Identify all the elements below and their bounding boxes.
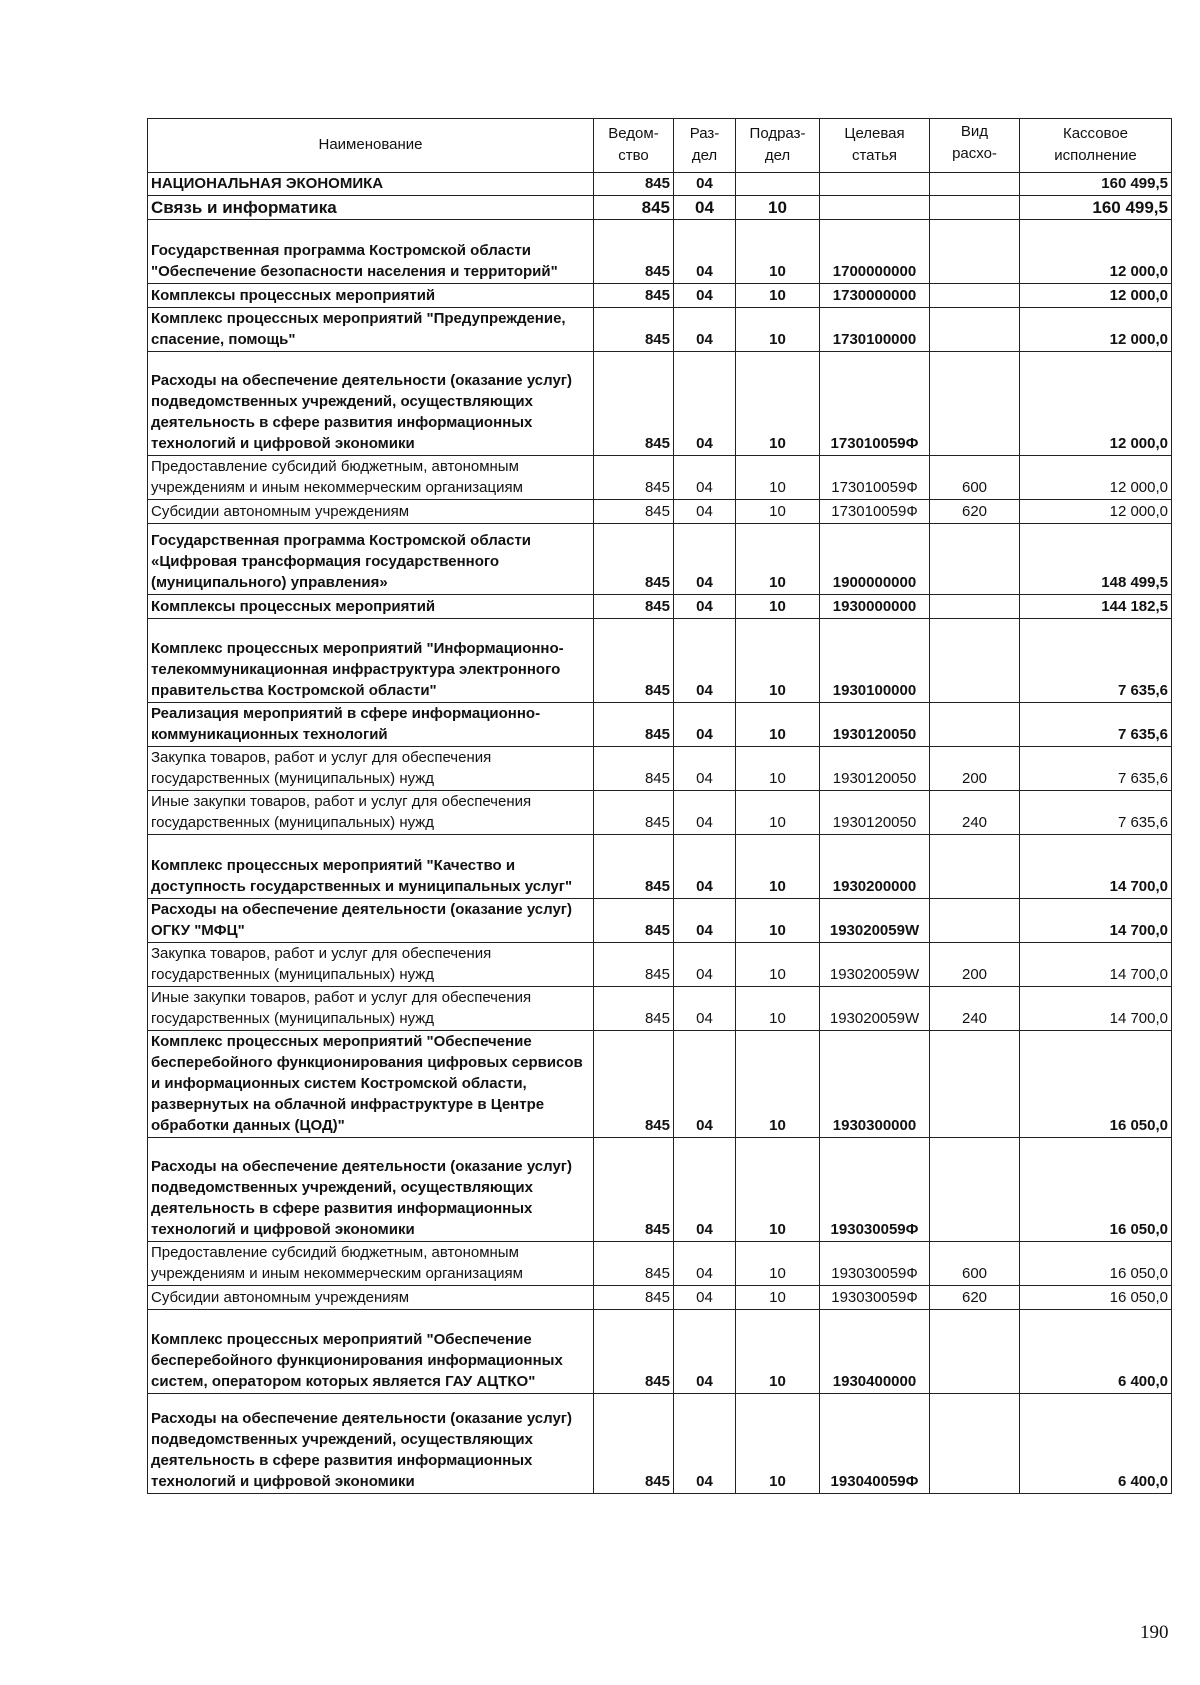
cell-tselevaya-statya [820,173,930,196]
table-row [148,1138,1172,1242]
cell-kassovoe-ispolnenie: 12 000,0 [1020,352,1172,456]
cell-podrazdel: 10 [736,500,820,524]
cell-podrazdel: 10 [736,619,820,703]
cell-name: Государственная программа Костромской области "Обеспечение безопасности населения и территорий" [148,220,594,284]
cell-tselevaya-statya: 1900000000 [820,524,930,595]
header-podrazdel: Подраз- дел [736,119,820,173]
cell-name: Реализация мероприятий в сфере информационно-коммуникационных технологий [148,703,594,747]
cell-name: Комплекс процессных мероприятий "Качество и доступность государственных и муниципальных услуг" [148,835,594,899]
cell-vid-raskhodov: 620 [930,1286,1020,1310]
cell-vid-raskhodov: 240 [930,987,1020,1031]
header-name: Наименование [148,119,594,173]
cell-razdel: 04 [674,1286,736,1310]
cell-name: Субсидии автономным учреждениям [148,1286,594,1310]
table-row [148,196,1172,220]
cell-tselevaya-statya: 1930120050 [820,791,930,835]
cell-kassovoe-ispolnenie: 7 635,6 [1020,791,1172,835]
cell-razdel: 04 [674,747,736,791]
cell-podrazdel: 10 [736,899,820,943]
cell-tselevaya-statya: 1930300000 [820,1031,930,1138]
cell-razdel: 04 [674,524,736,595]
cell-podrazdel: 10 [736,1031,820,1138]
cell-vid-raskhodov: 200 [930,943,1020,987]
table-row [148,1286,1172,1310]
cell-name: НАЦИОНАЛЬНАЯ ЭКОНОМИКА [148,173,594,196]
cell-kassovoe-ispolnenie: 6 400,0 [1020,1310,1172,1394]
cell-vid-raskhodov [930,1031,1020,1138]
table-row [148,1394,1172,1494]
cell-vedomstvo: 845 [594,308,674,352]
cell-vedomstvo: 845 [594,1286,674,1310]
table-row [148,835,1172,899]
cell-name: Предоставление субсидий бюджетным, автономным учреждениям и иным некоммерческим организациям [148,456,594,500]
table-row [148,524,1172,595]
cell-name: Связь и информатика [148,196,594,220]
cell-vid-raskhodov: 600 [930,1242,1020,1286]
cell-tselevaya-statya: 1730100000 [820,308,930,352]
cell-podrazdel: 10 [736,1286,820,1310]
cell-name: Комплексы процессных мероприятий [148,595,594,619]
cell-tselevaya-statya: 173010059Ф [820,456,930,500]
cell-name: Иные закупки товаров, работ и услуг для обеспечения государственных (муниципальных) нужд [148,987,594,1031]
table-row [148,703,1172,747]
budget-execution-table [147,118,1172,1494]
table-row [148,284,1172,308]
cell-razdel: 04 [674,1031,736,1138]
table-row [148,899,1172,943]
table-row [148,173,1172,196]
cell-razdel: 04 [674,791,736,835]
cell-vedomstvo: 845 [594,1242,674,1286]
table-body [148,173,1172,1494]
cell-razdel: 04 [674,987,736,1031]
table-row [148,1242,1172,1286]
cell-vedomstvo: 845 [594,899,674,943]
cell-tselevaya-statya: 1700000000 [820,220,930,284]
header-vedomstvo: Ведом- ство [594,119,674,173]
cell-kassovoe-ispolnenie: 12 000,0 [1020,220,1172,284]
cell-tselevaya-statya: 1930120050 [820,703,930,747]
cell-vid-raskhodov [930,1310,1020,1394]
cell-tselevaya-statya: 193020059W [820,943,930,987]
cell-kassovoe-ispolnenie: 12 000,0 [1020,500,1172,524]
cell-vid-raskhodov [930,352,1020,456]
cell-razdel: 04 [674,173,736,196]
cell-podrazdel: 10 [736,352,820,456]
cell-kassovoe-ispolnenie: 16 050,0 [1020,1242,1172,1286]
header-razdel: Раз- дел [674,119,736,173]
cell-name: Комплекс процессных мероприятий "Обеспечение бесперебойного функционирования информационных систем, оператором которых является ГАУ АЦТКО" [148,1310,594,1394]
cell-vid-raskhodov [930,196,1020,220]
cell-vedomstvo: 845 [594,1031,674,1138]
cell-name: Комплекс процессных мероприятий "Обеспечение бесперебойного функционирования цифровых сервисов и информационных систем Костромской области, развернутых на облачной инфраструктуре в Центре обработки данных (ЦОД)" [148,1031,594,1138]
cell-name: Комплексы процессных мероприятий [148,284,594,308]
cell-razdel: 04 [674,308,736,352]
cell-vedomstvo: 845 [594,1394,674,1494]
cell-name: Расходы на обеспечение деятельности (оказание услуг) подведомственных учреждений, осуществляющих деятельность в сфере развития информационных технологий и цифровой экономики [148,1394,594,1494]
cell-podrazdel: 10 [736,308,820,352]
cell-kassovoe-ispolnenie: 14 700,0 [1020,943,1172,987]
cell-vedomstvo: 845 [594,220,674,284]
cell-vedomstvo: 845 [594,352,674,456]
cell-kassovoe-ispolnenie: 160 499,5 [1020,173,1172,196]
cell-podrazdel: 10 [736,1310,820,1394]
cell-name: Расходы на обеспечение деятельности (оказание услуг) подведомственных учреждений, осуществляющих деятельность в сфере развития информационных технологий и цифровой экономики [148,352,594,456]
cell-tselevaya-statya: 193020059W [820,987,930,1031]
table-row [148,308,1172,352]
table-header-row [148,119,1172,173]
header-kassovoe-ispolnenie: Кассовое исполнение [1020,119,1172,173]
cell-razdel: 04 [674,835,736,899]
cell-vid-raskhodov [930,220,1020,284]
cell-kassovoe-ispolnenie: 12 000,0 [1020,456,1172,500]
cell-kassovoe-ispolnenie: 148 499,5 [1020,524,1172,595]
cell-vedomstvo: 845 [594,791,674,835]
cell-podrazdel: 10 [736,220,820,284]
cell-vedomstvo: 845 [594,1138,674,1242]
cell-kassovoe-ispolnenie: 16 050,0 [1020,1286,1172,1310]
cell-name: Предоставление субсидий бюджетным, автономным учреждениям и иным некоммерческим организациям [148,1242,594,1286]
cell-podrazdel: 10 [736,196,820,220]
cell-vid-raskhodov [930,899,1020,943]
table-row [148,595,1172,619]
cell-tselevaya-statya: 1930000000 [820,595,930,619]
cell-kassovoe-ispolnenie: 16 050,0 [1020,1138,1172,1242]
cell-vid-raskhodov [930,835,1020,899]
cell-vid-raskhodov [930,1138,1020,1242]
budget-table-sheet [147,118,1171,1494]
cell-vedomstvo: 845 [594,173,674,196]
cell-razdel: 04 [674,943,736,987]
cell-tselevaya-statya: 1730000000 [820,284,930,308]
cell-kassovoe-ispolnenie: 7 635,6 [1020,703,1172,747]
table-row [148,1031,1172,1138]
cell-vedomstvo: 845 [594,595,674,619]
cell-vedomstvo: 845 [594,703,674,747]
cell-podrazdel: 10 [736,456,820,500]
cell-vedomstvo: 845 [594,284,674,308]
cell-podrazdel: 10 [736,943,820,987]
cell-vedomstvo: 845 [594,500,674,524]
cell-vid-raskhodov [930,1394,1020,1494]
cell-vid-raskhodov [930,524,1020,595]
cell-kassovoe-ispolnenie: 16 050,0 [1020,1031,1172,1138]
cell-name: Закупка товаров, работ и услуг для обеспечения государственных (муниципальных) нужд [148,747,594,791]
cell-tselevaya-statya: 193030059Ф [820,1242,930,1286]
cell-kassovoe-ispolnenie: 144 182,5 [1020,595,1172,619]
cell-name: Расходы на обеспечение деятельности (оказание услуг) подведомственных учреждений, осуществляющих деятельность в сфере развития информационных технологий и цифровой экономики [148,1138,594,1242]
cell-tselevaya-statya: 1930120050 [820,747,930,791]
cell-name: Комплекс процессных мероприятий "Информационно-телекоммуникационная инфраструктура электронного правительства Костромской области" [148,619,594,703]
cell-vid-raskhodov: 600 [930,456,1020,500]
cell-vedomstvo: 845 [594,747,674,791]
cell-vedomstvo: 845 [594,456,674,500]
cell-podrazdel: 10 [736,284,820,308]
cell-razdel: 04 [674,703,736,747]
cell-kassovoe-ispolnenie: 160 499,5 [1020,196,1172,220]
cell-razdel: 04 [674,1310,736,1394]
table-row [148,619,1172,703]
cell-kassovoe-ispolnenie: 14 700,0 [1020,987,1172,1031]
cell-razdel: 04 [674,899,736,943]
cell-podrazdel: 10 [736,703,820,747]
cell-kassovoe-ispolnenie: 6 400,0 [1020,1394,1172,1494]
cell-tselevaya-statya: 173010059Ф [820,500,930,524]
cell-kassovoe-ispolnenie: 7 635,6 [1020,619,1172,703]
table-row [148,352,1172,456]
cell-razdel: 04 [674,1242,736,1286]
cell-podrazdel: 10 [736,1138,820,1242]
cell-tselevaya-statya: 193040059Ф [820,1394,930,1494]
cell-tselevaya-statya: 193020059W [820,899,930,943]
cell-name: Расходы на обеспечение деятельности (оказание услуг) ОГКУ "МФЦ" [148,899,594,943]
table-row [148,220,1172,284]
cell-tselevaya-statya: 1930100000 [820,619,930,703]
cell-vedomstvo: 845 [594,1310,674,1394]
cell-tselevaya-statya: 1930200000 [820,835,930,899]
cell-kassovoe-ispolnenie: 12 000,0 [1020,308,1172,352]
table-row [148,500,1172,524]
cell-podrazdel: 10 [736,835,820,899]
cell-podrazdel: 10 [736,1394,820,1494]
table-row [148,791,1172,835]
cell-kassovoe-ispolnenie: 12 000,0 [1020,284,1172,308]
cell-podrazdel: 10 [736,1242,820,1286]
cell-podrazdel [736,173,820,196]
cell-vedomstvo: 845 [594,943,674,987]
page-number: 190 [1140,1622,1169,1643]
cell-kassovoe-ispolnenie: 14 700,0 [1020,899,1172,943]
cell-vedomstvo: 845 [594,835,674,899]
cell-podrazdel: 10 [736,791,820,835]
cell-podrazdel: 10 [736,747,820,791]
cell-name: Государственная программа Костромской области «Цифровая трансформация государственного (муниципального) управления» [148,524,594,595]
cell-vedomstvo: 845 [594,196,674,220]
cell-razdel: 04 [674,284,736,308]
table-row [148,943,1172,987]
cell-tselevaya-statya: 193030059Ф [820,1138,930,1242]
cell-tselevaya-statya: 1930400000 [820,1310,930,1394]
cell-vid-raskhodov: 620 [930,500,1020,524]
cell-razdel: 04 [674,456,736,500]
header-tselevaya-statya: Целевая статья [820,119,930,173]
table-row [148,456,1172,500]
cell-vid-raskhodov: 200 [930,747,1020,791]
cell-vid-raskhodov: 240 [930,791,1020,835]
cell-razdel: 04 [674,196,736,220]
cell-name: Закупка товаров, работ и услуг для обеспечения государственных (муниципальных) нужд [148,943,594,987]
cell-name: Иные закупки товаров, работ и услуг для обеспечения государственных (муниципальных) нужд [148,791,594,835]
cell-razdel: 04 [674,220,736,284]
cell-vid-raskhodov [930,284,1020,308]
table-row [148,1310,1172,1394]
cell-tselevaya-statya: 173010059Ф [820,352,930,456]
cell-tselevaya-statya: 193030059Ф [820,1286,930,1310]
table-row [148,987,1172,1031]
cell-razdel: 04 [674,595,736,619]
cell-razdel: 04 [674,1394,736,1494]
cell-podrazdel: 10 [736,987,820,1031]
cell-name: Субсидии автономным учреждениям [148,500,594,524]
cell-kassovoe-ispolnenie: 7 635,6 [1020,747,1172,791]
cell-podrazdel: 10 [736,524,820,595]
cell-vid-raskhodov [930,703,1020,747]
cell-name: Комплекс процессных мероприятий "Предупреждение, спасение, помощь" [148,308,594,352]
cell-razdel: 04 [674,500,736,524]
cell-vedomstvo: 845 [594,619,674,703]
cell-kassovoe-ispolnenie: 14 700,0 [1020,835,1172,899]
cell-podrazdel: 10 [736,595,820,619]
cell-tselevaya-statya [820,196,930,220]
header-vid-raskhodov: Вид расхо- [930,119,1020,173]
cell-vid-raskhodov [930,173,1020,196]
cell-vid-raskhodov [930,308,1020,352]
cell-vid-raskhodov [930,619,1020,703]
cell-vedomstvo: 845 [594,524,674,595]
cell-razdel: 04 [674,1138,736,1242]
cell-razdel: 04 [674,352,736,456]
cell-vedomstvo: 845 [594,987,674,1031]
cell-vid-raskhodov [930,595,1020,619]
cell-razdel: 04 [674,619,736,703]
table-row [148,747,1172,791]
